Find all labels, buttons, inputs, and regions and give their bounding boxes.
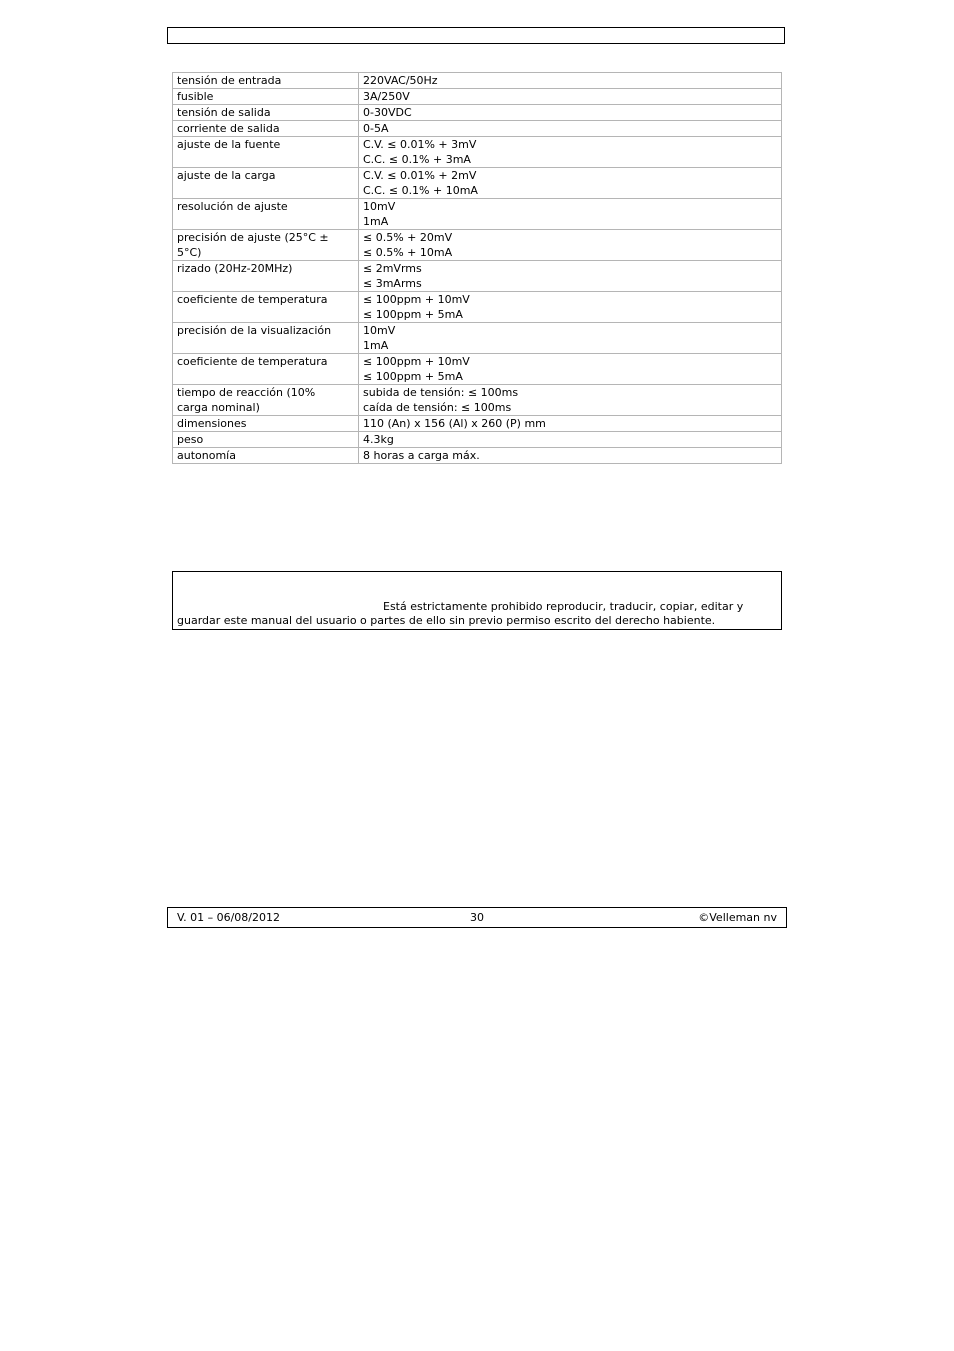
spec-value-line: 10mV: [363, 200, 396, 213]
spec-row: [173, 448, 782, 464]
spec-row: [173, 89, 782, 105]
spec-value: [359, 199, 782, 230]
spec-value: [359, 385, 782, 416]
spec-value: [359, 448, 782, 464]
spec-value: [359, 137, 782, 168]
spec-label-line: tensión de entrada: [177, 74, 282, 87]
spec-label: [173, 73, 359, 89]
spec-value-line: ≤ 100ppm + 5mA: [363, 370, 463, 383]
spec-value-line: C.C. ≤ 0.1% + 3mA: [363, 153, 471, 166]
spec-label: [173, 121, 359, 137]
spec-value: [359, 354, 782, 385]
spec-value-line: ≤ 3mArms: [363, 277, 422, 290]
spec-label-line: ajuste de la carga: [177, 169, 276, 182]
spec-row: [173, 105, 782, 121]
spec-value-line: 220VAC/50Hz: [363, 74, 438, 87]
spec-value-line: ≤ 0.5% + 20mV: [363, 231, 453, 244]
spec-value: [359, 105, 782, 121]
spec-value-line: ≤ 0.5% + 10mA: [363, 246, 453, 259]
spec-value: [359, 416, 782, 432]
spec-value-line: subida de tensión: ≤ 100ms: [363, 386, 519, 399]
spec-label-line: tiempo de reacción (10%: [177, 386, 316, 399]
spec-label-line: carga nominal): [177, 401, 260, 414]
notice-line-1: Está estrictamente prohibido reproducir, traducir, copiar, editar y: [383, 600, 744, 613]
spec-label-line: precisión de la visualización: [177, 324, 332, 337]
spec-value-line: ≤ 100ppm + 10mV: [363, 293, 470, 306]
spec-row: [173, 354, 782, 385]
spec-value-line: ≤ 100ppm + 5mA: [363, 308, 463, 321]
spec-label-line: resolución de ajuste: [177, 200, 288, 213]
spec-label: [173, 354, 359, 385]
spec-value: [359, 89, 782, 105]
spec-label: [173, 168, 359, 199]
spec-row: [173, 292, 782, 323]
spec-label-line: peso: [177, 433, 204, 446]
spec-value: [359, 323, 782, 354]
spec-label: [173, 385, 359, 416]
spec-value: [359, 261, 782, 292]
spec-value-line: 0-5A: [363, 122, 389, 135]
spec-row: [173, 230, 782, 261]
spec-row: [173, 137, 782, 168]
spec-value-line: 0-30VDC: [363, 106, 412, 119]
spec-value-line: 110 (An) x 156 (Al) x 260 (P) mm: [363, 417, 546, 430]
spec-row: [173, 385, 782, 416]
spec-label-line: rizado (20Hz-20MHz): [177, 262, 293, 275]
specifications-table: [172, 72, 782, 464]
spec-label-line: dimensiones: [177, 417, 247, 430]
spec-row: [173, 73, 782, 89]
spec-value-line: ≤ 2mVrms: [363, 262, 422, 275]
spec-value: [359, 73, 782, 89]
spec-label: [173, 292, 359, 323]
spec-value-line: caída de tensión: ≤ 100ms: [363, 401, 512, 414]
copyright-notice: [172, 571, 782, 630]
spec-value: [359, 432, 782, 448]
spec-value-line: 10mV: [363, 324, 396, 337]
spec-value-line: 4.3kg: [363, 433, 394, 446]
page-header-box: [167, 27, 785, 44]
specifications-body: [173, 73, 782, 464]
spec-label: [173, 416, 359, 432]
spec-row: [173, 416, 782, 432]
page-footer: [167, 907, 787, 928]
spec-label: [173, 199, 359, 230]
spec-value-line: 1mA: [363, 339, 389, 352]
spec-label-line: autonomía: [177, 449, 236, 462]
spec-label: [173, 448, 359, 464]
spec-label-line: corriente de salida: [177, 122, 280, 135]
spec-label: [173, 105, 359, 121]
spec-label-line: precisión de ajuste (25°C ±: [177, 231, 329, 244]
spec-value-line: C.C. ≤ 0.1% + 10mA: [363, 184, 478, 197]
spec-value-line: 1mA: [363, 215, 389, 228]
spec-label-line: fusible: [177, 90, 214, 103]
spec-value-line: 8 horas a carga máx.: [363, 449, 480, 462]
spec-label: [173, 323, 359, 354]
spec-label: [173, 230, 359, 261]
footer-page-number: 30: [470, 911, 484, 924]
spec-value: [359, 292, 782, 323]
spec-row: [173, 168, 782, 199]
spec-label-line: tensión de salida: [177, 106, 271, 119]
spec-label-line: ajuste de la fuente: [177, 138, 281, 151]
notice-line-2: guardar este manual del usuario o partes de ello sin previo permiso escrito del derecho habiente.: [177, 614, 716, 627]
spec-label: [173, 137, 359, 168]
spec-value-line: C.V. ≤ 0.01% + 3mV: [363, 138, 477, 151]
spec-value-line: 3A/250V: [363, 90, 410, 103]
spec-row: [173, 199, 782, 230]
spec-label: [173, 432, 359, 448]
spec-label: [173, 89, 359, 105]
spec-row: [173, 121, 782, 137]
spec-value: [359, 121, 782, 137]
spec-label: [173, 261, 359, 292]
footer-copyright: ©Velleman nv: [698, 911, 777, 924]
footer-version: V. 01 – 06/08/2012: [177, 911, 280, 924]
spec-value: [359, 230, 782, 261]
spec-row: [173, 432, 782, 448]
spec-value-line: ≤ 100ppm + 10mV: [363, 355, 470, 368]
spec-label-line: coeficiente de temperatura: [177, 293, 328, 306]
spec-row: [173, 323, 782, 354]
spec-value: [359, 168, 782, 199]
spec-label-line: coeficiente de temperatura: [177, 355, 328, 368]
spec-row: [173, 261, 782, 292]
spec-value-line: C.V. ≤ 0.01% + 2mV: [363, 169, 477, 182]
spec-label-line: 5°C): [177, 246, 202, 259]
